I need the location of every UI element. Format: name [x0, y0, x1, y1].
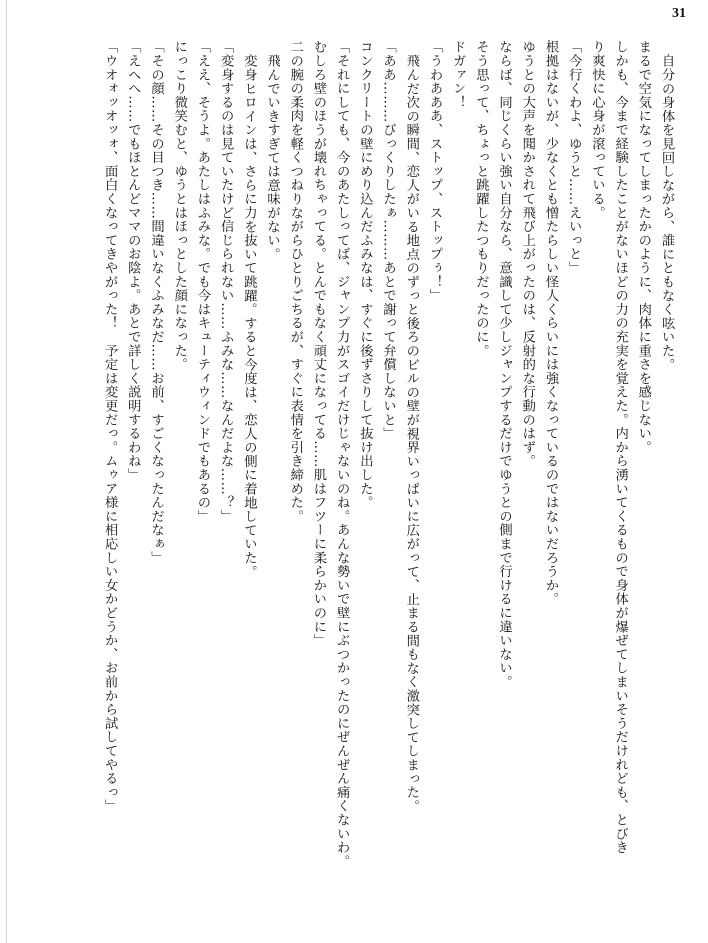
vertical-text-body	[28, 40, 678, 920]
text-line: コンクリートの壁にめり込んだふみなは、すぐに後ずさりして抜け出した。	[357, 40, 373, 510]
text-line: 飛んだ次の瞬間、恋人がいる地点のずっと後ろのビルの壁が視界いっぱいに広がって、止まる間もなく激突してしまった。	[403, 53, 419, 813]
text-line: 「ええ、そうよ。あたしはふみな。でも今はキューティウィンドでもあるの」	[194, 40, 210, 523]
text-line: 変身ヒロインは、さらに力を抜いて跳躍。すると今度は、恋人の側に着地していた。	[241, 53, 257, 578]
text-line: まるで空気になってしまったかのように、肉体に重さを感じない。	[635, 40, 651, 454]
text-line: 「ああ………びっくりしたぁ………あとで謝って弁償しないと」	[380, 40, 396, 441]
text-line: しかも、今まで経験したことがないほどの力の充実を覚えた。内から湧いてくるもので身体が爆ぜてしまいそうだけれども、とびき	[612, 40, 628, 855]
text-line: ドガァン！	[450, 40, 466, 109]
text-line: 飛んでいきすぎては意味がない。	[264, 53, 280, 261]
page-edge-line	[6, 0, 7, 943]
text-line: 「それにしても、今のあたしってば、ジャンプ力がスゴイだけじゃないのね。あんな勢いで壁にぶつかったのにぜんぜん痛くないわ。	[334, 40, 350, 868]
text-line: 「うわあああ、ストップ、ストップぅ！」	[426, 40, 442, 303]
text-line: 「変身するのは見ていたけど信じられない……ふみな……なんだよな……？」	[218, 40, 234, 523]
text-line: 「その顔……その目つき……間違いなくふみなだ……お前、すごくなったんだなぁ」	[148, 40, 164, 565]
page-number: 31	[672, 6, 686, 21]
text-line: ならば、同じくらい強い自分なら、意識して少しジャンプするだけでゆうとの側まで行けるに違いない。	[496, 40, 512, 689]
text-line: 「今行くわよ、ゆうと……えいっと」	[566, 40, 582, 275]
text-line: 「えへへ……でもほとんどママのお陰よ。あとで詳しく説明するわね」	[125, 40, 141, 482]
text-line: 自分の身体を見回しながら、誰にともなく呟いた。	[659, 53, 674, 371]
text-line: 根拠はないが、少なくとも憎たらしい怪人くらいには強くなっているのではないだろうか。	[542, 40, 558, 606]
text-line: 二の腕の柔肉を軽くつねりながらひとりごちるが、すぐに表情を引き締めた。	[287, 40, 303, 523]
text-line: にっこり微笑むと、ゆうとはほっとした顔になった。	[171, 40, 187, 372]
text-line: 「ウオォッオッォ、面白くなってきやがった！ 予定は変更だっ。ムゥア様に相応しい女かどうか、お前から試してやるっ」	[102, 40, 118, 813]
text-line: そう思って、ちょっと跳躍したつもりだったのに。	[473, 40, 489, 358]
text-line: り爽快に心身が滾っている。	[589, 40, 605, 220]
text-line: ゆうとの大声を聞かされて飛び上がったのは、反射的な行動のはず。	[519, 40, 535, 468]
text-line: むしろ壁のほうが壊れちゃってる。とんでもなく頑丈になってる……肌はフツーに柔らかいのに」	[310, 40, 326, 648]
